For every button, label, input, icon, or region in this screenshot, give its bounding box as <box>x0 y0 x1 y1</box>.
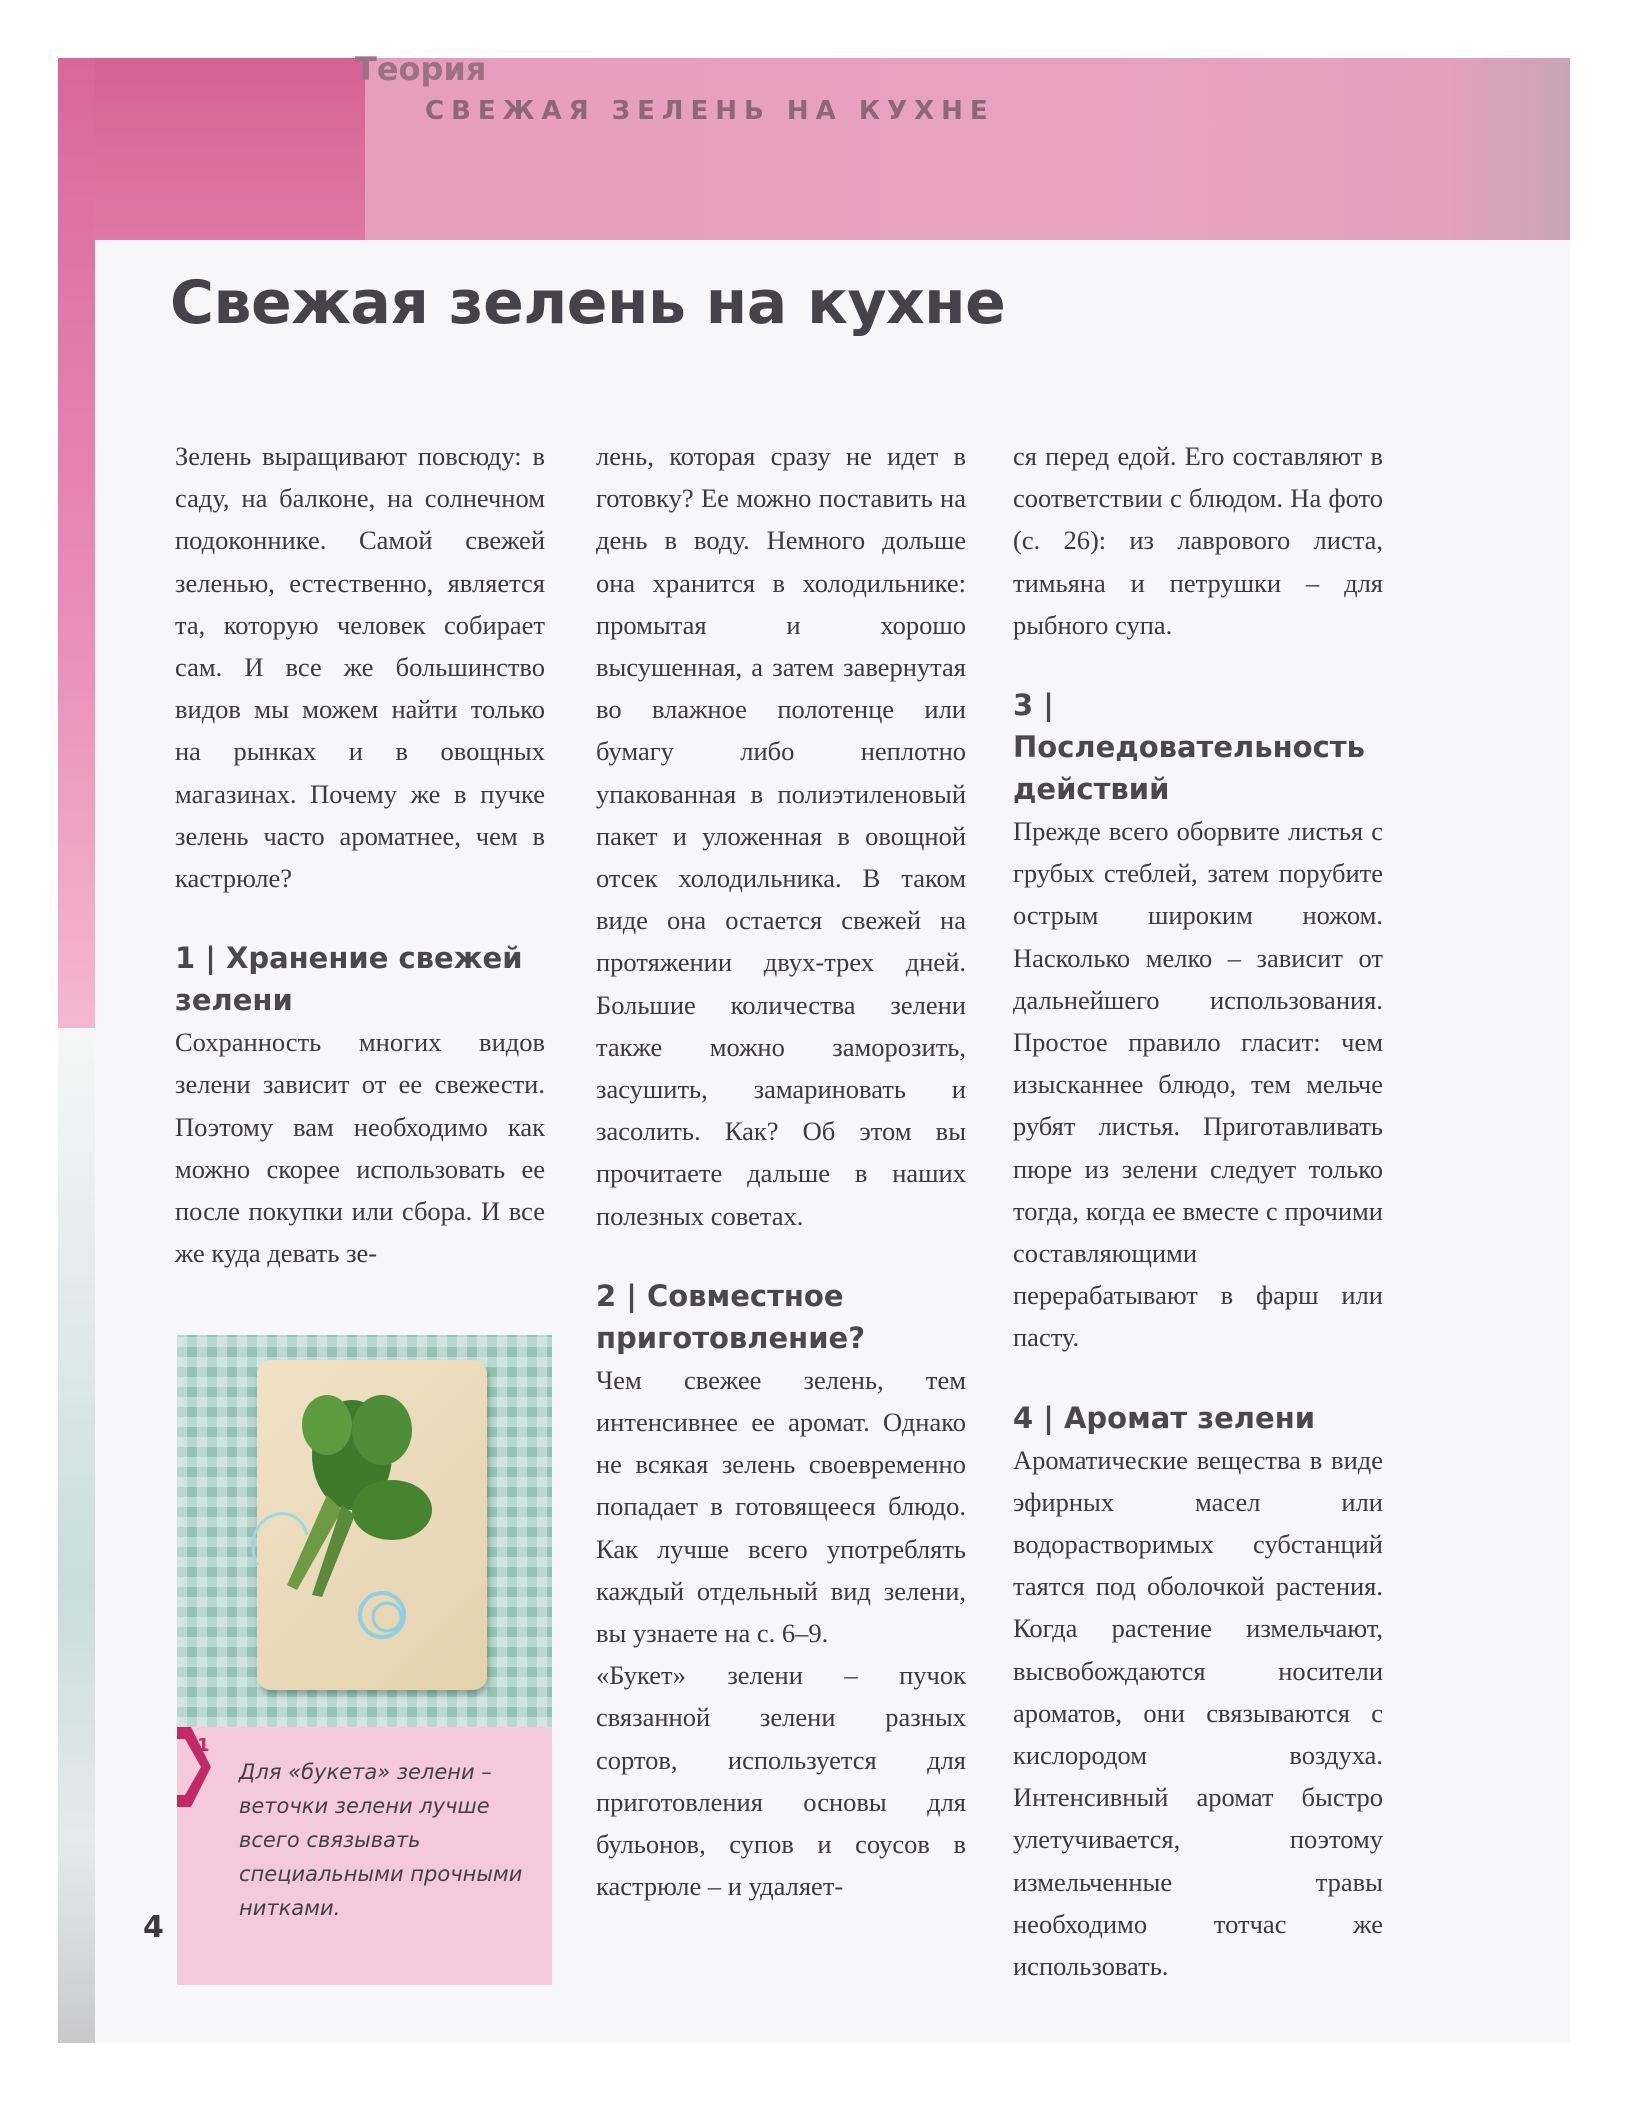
text-column-2 <box>596 435 966 1908</box>
section-kicker: Теория <box>355 50 487 88</box>
section-heading-2: 2 | Совместное приготовление? <box>596 1278 866 1355</box>
section-text-3: Прежде всего оборвите листья с грубых стеблей, затем порубите острым широким ножом. Насколько мелко – зависит от дальнейшего использования. Простое правило гласит: чем изысканнее блюдо, тем мельче рубят листья. Приготавливать пюре из зелени следует только тогда, когда ее вместе с прочими составляющими перерабатывают в фарш или пасту. <box>1013 816 1383 1353</box>
running-title: СВЕЖАЯ ЗЕЛЕНЬ НА КУХНЕ <box>425 96 995 126</box>
intro-paragraph: Зелень выращивают повсюду: в саду, на балконе, на солнечном подоконнике. Самой свежей зеленью, естественно, является та, которую человек собирает сам. И все же большинство видов мы можем найти только на рынках и в овощных магазинах. Почему же в пучке зелень часто ароматнее, чем в кастрюле? <box>175 441 545 894</box>
section-text-2: Чем свежее зелень, тем интенсивнее ее аромат. Однако не всякая зелень своевременно попадает в готовящееся блюдо. Как лучше всего употреблять каждый отдельный вид зелени, вы узнаете на с. 6–9. <box>596 1364 966 1649</box>
photo-caption-box <box>177 1335 552 1985</box>
header-bar <box>365 58 1570 240</box>
photo-side-strip <box>58 1028 95 2043</box>
herb-bouquet-photo <box>177 1335 552 1727</box>
section-text-4: Ароматические вещества в виде эфирных масел или водорастворимых субстанций таятся под оболочкой растения. Когда растение измельчают, высвобождаются носители ароматов, они связываются с кислородом воздуха. Интенсивный аромат быстро улетучивается, поэтому измельченные травы необходимо тотчас же использовать. <box>1013 1444 1383 1982</box>
continued-paragraph-3: ся перед едой. Его составляют в соответствии с блюдом. На фото (с. 26): из лаврового листа, тимьяна и петрушки – для рыбного супа. <box>1013 441 1383 640</box>
bouquet-paragraph: «Букет» зелени – пучок связанной зелени разных сортов, используется для приготовления основы для бульонов, супов и соусов в кастрюле – и удаляет- <box>596 1660 966 1902</box>
continued-paragraph: лень, которая сразу не идет в готовку? Ее можно поставить на день в воду. Немного дольше она хранится в холодильнике: промытая и хорошо высушенная, а затем завернутая во влажное полотенце или бумагу либо неплотно упакованная в полиэтиленовый пакет и уложенная в овощной отсек холодильника. В таком виде она остается свежей на протяжении двух-трех дней. Большие количества зелени также можно заморозить, засушить, замариновать и засолить. Как? Об этом вы прочитаете дальше в наших полезных советах. <box>596 441 966 1231</box>
section-heading-3: 3 | Последовательность действий <box>1013 688 1365 807</box>
caption-number: 1 <box>197 1735 210 1756</box>
page-number: 4 <box>143 1910 164 1945</box>
photo-caption: Для «букета» зелени – веточки зелени лучше всего связывать специальными прочными нитками. <box>239 1760 523 1920</box>
section-heading-1: 1 | Хранение свежей зелени <box>175 941 523 1018</box>
text-column-1 <box>175 435 545 1274</box>
pink-side-strip <box>58 58 95 1028</box>
herb-bouquet-illustration <box>177 1335 552 1727</box>
section-heading-4: 4 | Аромат зелени <box>1013 1400 1316 1435</box>
text-column-3 <box>1013 435 1383 1987</box>
page-title: Свежая зелень на кухне <box>170 268 1006 338</box>
header-pink-block <box>95 58 365 240</box>
section-text-1: Сохранность многих видов зелени зависит от ее свежести. Поэтому вам необходимо как можно скорее использовать ее после покупки или сбора. И все же куда девать зе- <box>175 1027 545 1269</box>
